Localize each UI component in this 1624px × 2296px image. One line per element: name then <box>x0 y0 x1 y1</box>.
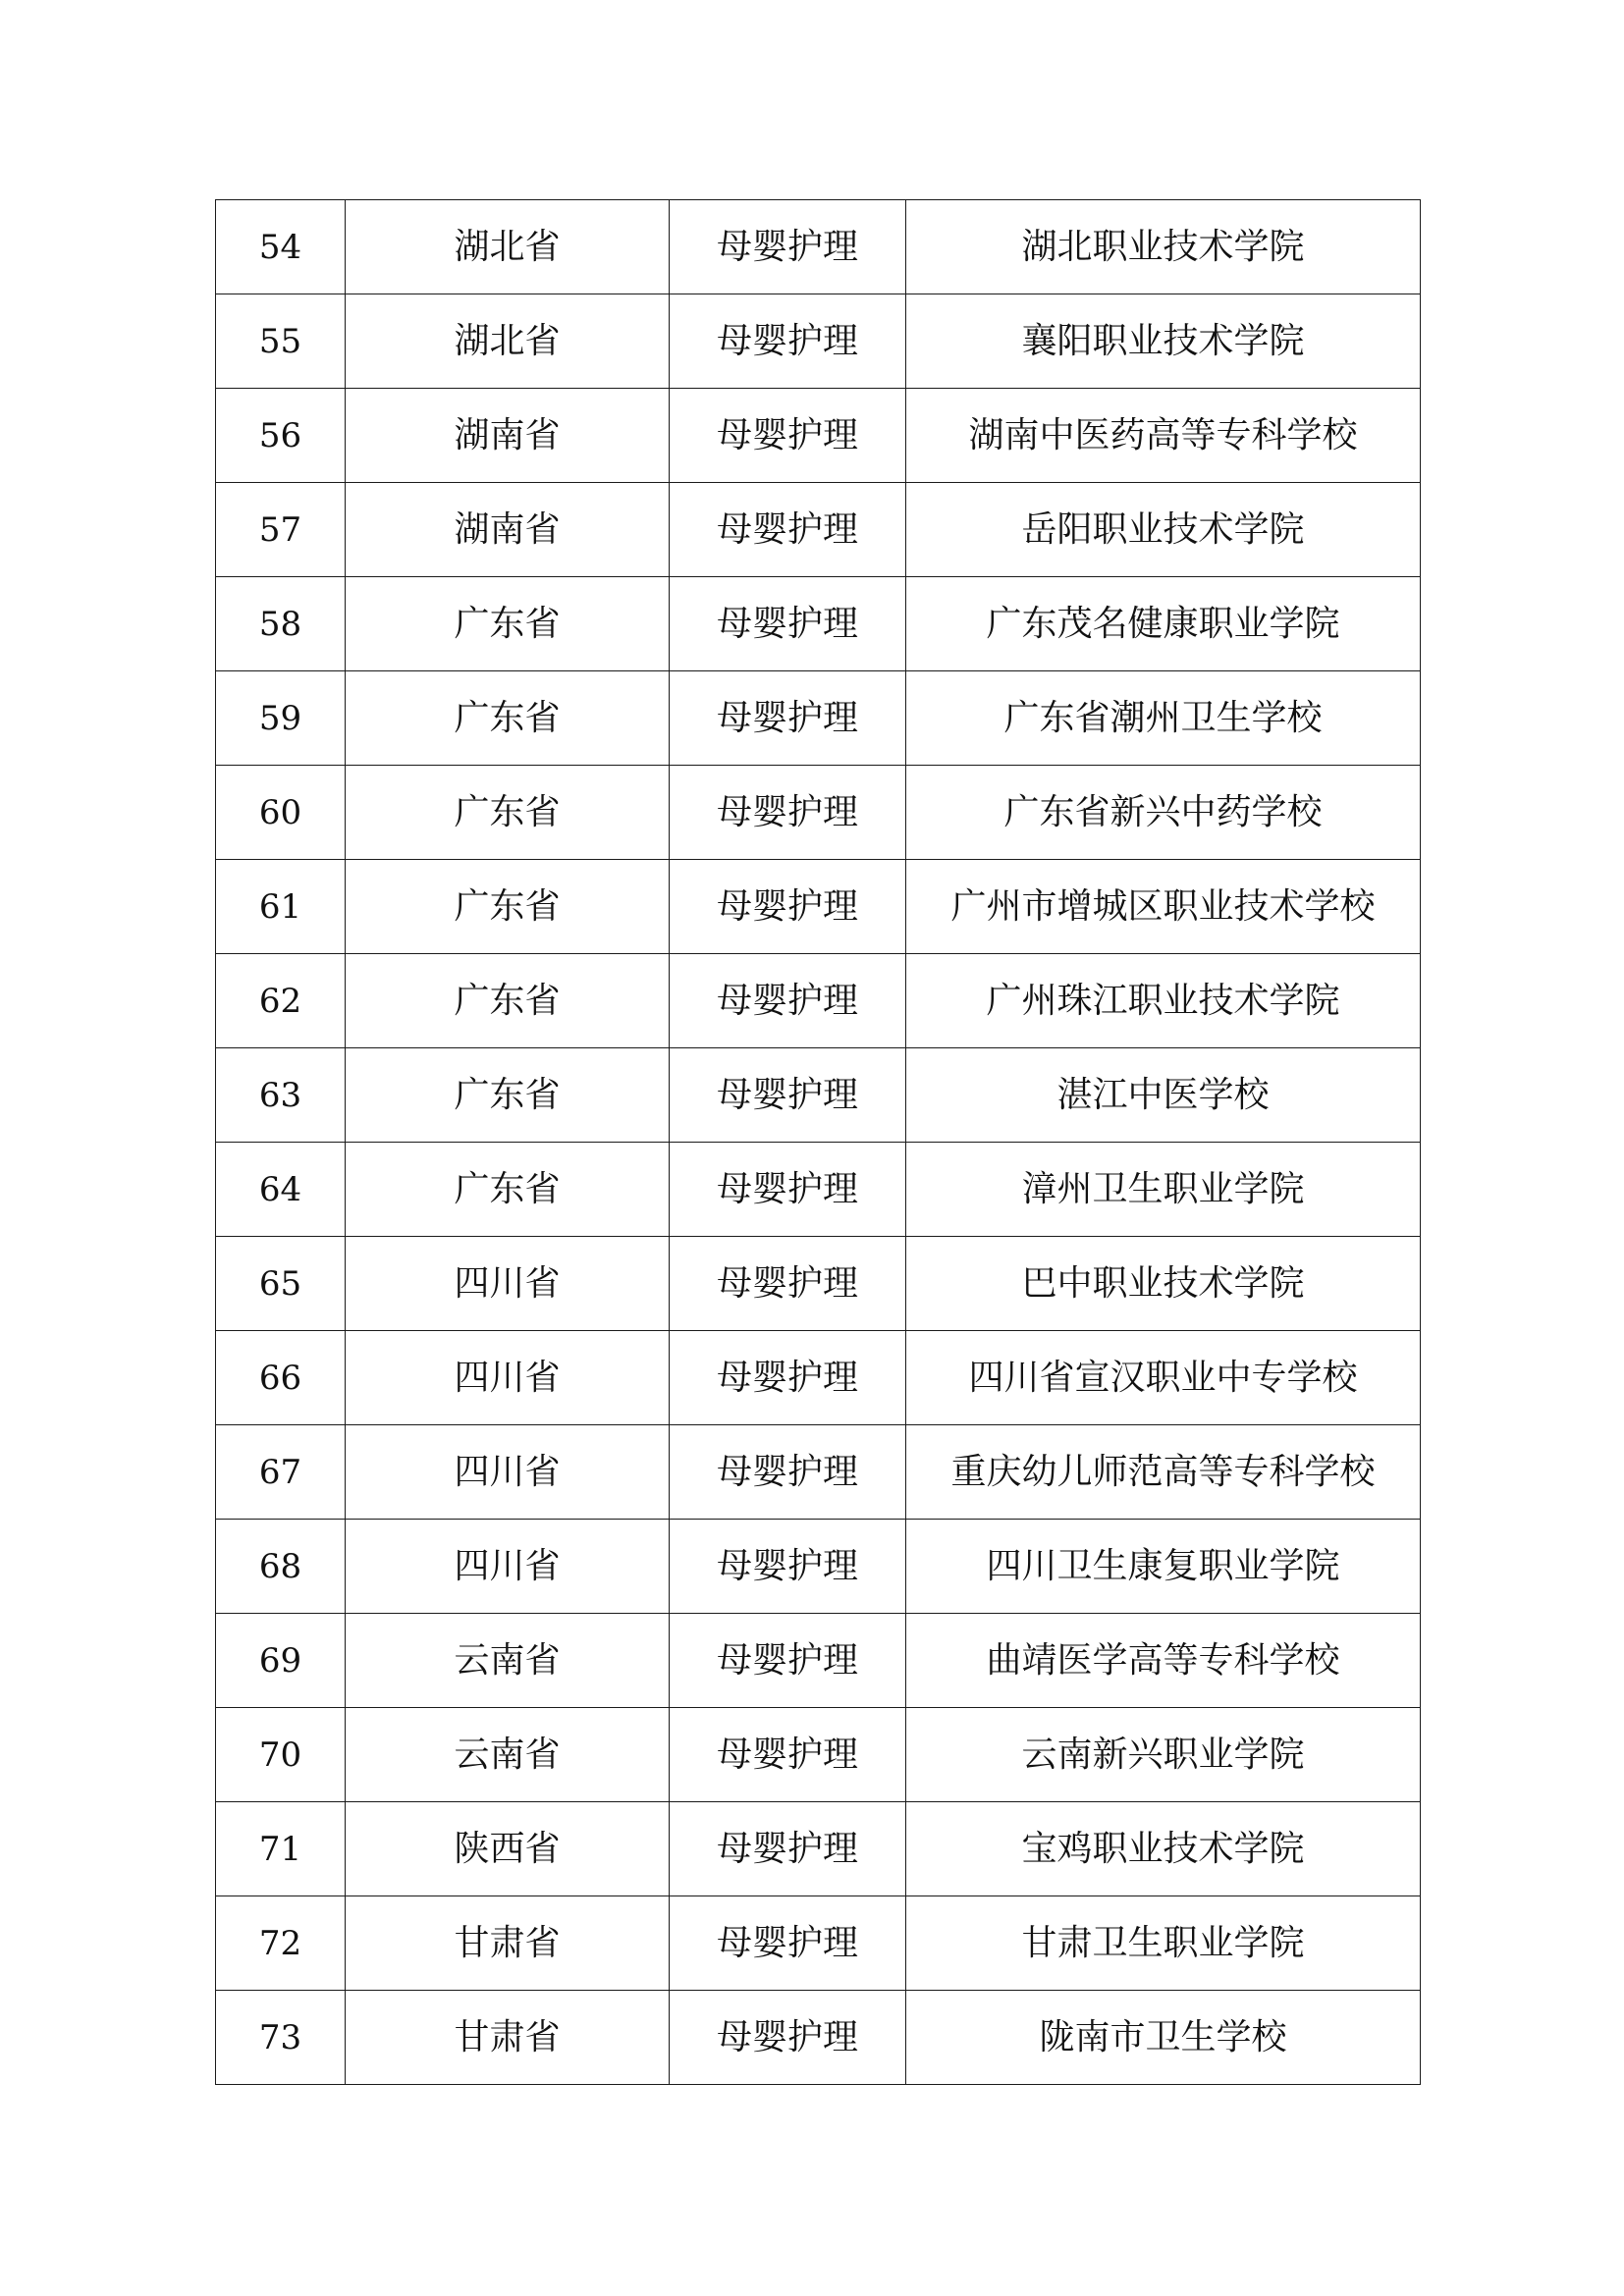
major-cell: 母婴护理 <box>670 1425 906 1520</box>
province-cell: 云南省 <box>346 1708 670 1802</box>
table-row <box>216 294 1421 389</box>
major-cell: 母婴护理 <box>670 1237 906 1331</box>
table-row <box>216 1708 1421 1802</box>
school-cell: 襄阳职业技术学院 <box>906 294 1421 389</box>
major-cell: 母婴护理 <box>670 1802 906 1896</box>
province-cell: 广东省 <box>346 1048 670 1143</box>
table-row <box>216 1331 1421 1425</box>
school-list-table <box>215 199 1421 2085</box>
school-cell: 甘肃卫生职业学院 <box>906 1896 1421 1991</box>
major-cell: 母婴护理 <box>670 1708 906 1802</box>
province-cell: 云南省 <box>346 1614 670 1708</box>
province-cell: 湖南省 <box>346 389 670 483</box>
school-cell: 岳阳职业技术学院 <box>906 483 1421 577</box>
row-number: 56 <box>216 389 346 483</box>
row-number: 57 <box>216 483 346 577</box>
row-number: 60 <box>216 766 346 860</box>
school-cell: 广州市增城区职业技术学校 <box>906 860 1421 954</box>
major-cell: 母婴护理 <box>670 577 906 671</box>
province-cell: 甘肃省 <box>346 1896 670 1991</box>
province-cell: 四川省 <box>346 1520 670 1614</box>
major-cell: 母婴护理 <box>670 860 906 954</box>
table-row <box>216 860 1421 954</box>
row-number: 58 <box>216 577 346 671</box>
province-cell: 广东省 <box>346 671 670 766</box>
row-number: 65 <box>216 1237 346 1331</box>
province-cell: 广东省 <box>346 954 670 1048</box>
table-row <box>216 1237 1421 1331</box>
province-cell: 甘肃省 <box>346 1991 670 2085</box>
row-number: 68 <box>216 1520 346 1614</box>
school-cell: 湛江中医学校 <box>906 1048 1421 1143</box>
table-row <box>216 1896 1421 1991</box>
province-cell: 湖南省 <box>346 483 670 577</box>
major-cell: 母婴护理 <box>670 1991 906 2085</box>
major-cell: 母婴护理 <box>670 1143 906 1237</box>
table-row <box>216 1048 1421 1143</box>
major-cell: 母婴护理 <box>670 294 906 389</box>
major-cell: 母婴护理 <box>670 1614 906 1708</box>
table-row <box>216 1520 1421 1614</box>
school-cell: 巴中职业技术学院 <box>906 1237 1421 1331</box>
table-row <box>216 1143 1421 1237</box>
row-number: 55 <box>216 294 346 389</box>
major-cell: 母婴护理 <box>670 766 906 860</box>
province-cell: 广东省 <box>346 577 670 671</box>
row-number: 59 <box>216 671 346 766</box>
table-body <box>216 200 1421 2085</box>
row-number: 63 <box>216 1048 346 1143</box>
school-cell: 漳州卫生职业学院 <box>906 1143 1421 1237</box>
school-cell: 云南新兴职业学院 <box>906 1708 1421 1802</box>
province-cell: 四川省 <box>346 1331 670 1425</box>
table-row <box>216 389 1421 483</box>
row-number: 54 <box>216 200 346 294</box>
row-number: 66 <box>216 1331 346 1425</box>
school-cell: 广东省潮州卫生学校 <box>906 671 1421 766</box>
major-cell: 母婴护理 <box>670 954 906 1048</box>
row-number: 71 <box>216 1802 346 1896</box>
row-number: 70 <box>216 1708 346 1802</box>
school-cell: 湖南中医药高等专科学校 <box>906 389 1421 483</box>
table-row <box>216 577 1421 671</box>
row-number: 72 <box>216 1896 346 1991</box>
province-cell: 广东省 <box>346 766 670 860</box>
major-cell: 母婴护理 <box>670 1331 906 1425</box>
school-cell: 重庆幼儿师范高等专科学校 <box>906 1425 1421 1520</box>
province-cell: 陕西省 <box>346 1802 670 1896</box>
major-cell: 母婴护理 <box>670 1520 906 1614</box>
row-number: 73 <box>216 1991 346 2085</box>
school-cell: 广东省新兴中药学校 <box>906 766 1421 860</box>
school-cell: 湖北职业技术学院 <box>906 200 1421 294</box>
table-row <box>216 671 1421 766</box>
table-row <box>216 1991 1421 2085</box>
province-cell: 四川省 <box>346 1425 670 1520</box>
major-cell: 母婴护理 <box>670 671 906 766</box>
major-cell: 母婴护理 <box>670 483 906 577</box>
province-cell: 四川省 <box>346 1237 670 1331</box>
major-cell: 母婴护理 <box>670 1048 906 1143</box>
school-cell: 广东茂名健康职业学院 <box>906 577 1421 671</box>
school-cell: 广州珠江职业技术学院 <box>906 954 1421 1048</box>
row-number: 61 <box>216 860 346 954</box>
school-cell: 四川省宣汉职业中专学校 <box>906 1331 1421 1425</box>
table-row <box>216 766 1421 860</box>
table-row <box>216 1802 1421 1896</box>
table-row <box>216 1614 1421 1708</box>
row-number: 69 <box>216 1614 346 1708</box>
table-row <box>216 1425 1421 1520</box>
row-number: 64 <box>216 1143 346 1237</box>
province-cell: 广东省 <box>346 1143 670 1237</box>
school-cell: 四川卫生康复职业学院 <box>906 1520 1421 1614</box>
school-cell: 宝鸡职业技术学院 <box>906 1802 1421 1896</box>
table-row <box>216 200 1421 294</box>
province-cell: 湖北省 <box>346 294 670 389</box>
major-cell: 母婴护理 <box>670 1896 906 1991</box>
table-row <box>216 954 1421 1048</box>
province-cell: 湖北省 <box>346 200 670 294</box>
province-cell: 广东省 <box>346 860 670 954</box>
major-cell: 母婴护理 <box>670 389 906 483</box>
row-number: 62 <box>216 954 346 1048</box>
school-cell: 陇南市卫生学校 <box>906 1991 1421 2085</box>
row-number: 67 <box>216 1425 346 1520</box>
major-cell: 母婴护理 <box>670 200 906 294</box>
table-row <box>216 483 1421 577</box>
school-cell: 曲靖医学高等专科学校 <box>906 1614 1421 1708</box>
